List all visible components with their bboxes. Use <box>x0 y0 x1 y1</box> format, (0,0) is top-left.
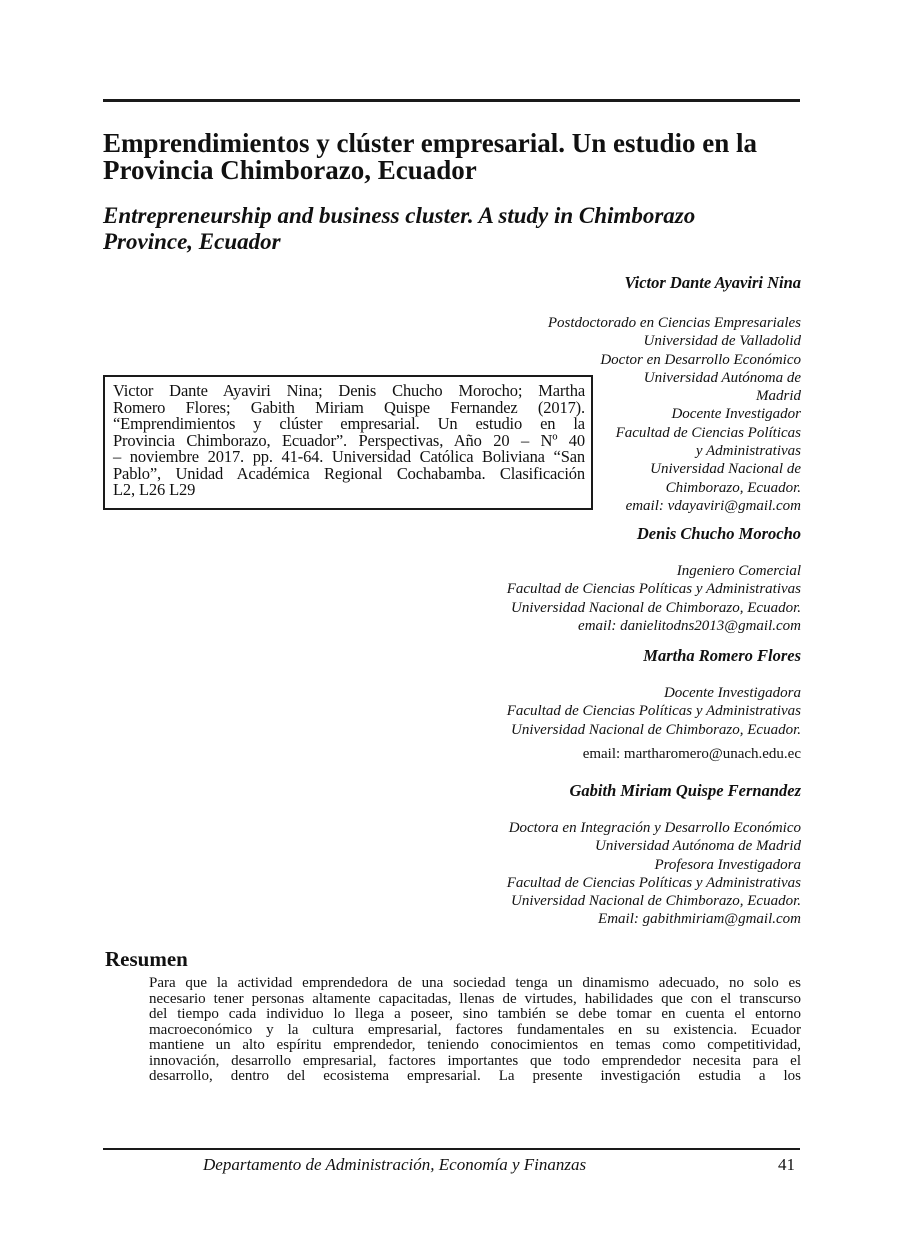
author-name-2: Denis Chucho Morocho <box>636 524 801 543</box>
abstract-line: macroeconómico y la cultura empresarial, factores fundamentales en su existencia. Ecuador <box>149 1021 801 1038</box>
abstract-line: mantiene un alto espíritu emprendedor, teniendo conocimientos en temas como competitividad, <box>149 1037 801 1053</box>
citation-line: L2, L26 L29 <box>113 480 196 499</box>
citation-box <box>103 375 593 510</box>
paper-title: Emprendimientos y clúster empresarial. Un estudio en la Provincia Chimborazo, Ecuador <box>103 128 757 185</box>
author-email-4: Email: gabithmiriam@gmail.com <box>598 911 801 928</box>
author-affiliation-4: Doctora en Integración y Desarrollo Económico Universidad Autónoma de Madrid Profesora Investigadora Facultad de Ciencias Políticas y Administrativas Universidad Nacional de Chimborazo, Ecuador. Email: gabithmiriam@gmail.com <box>506 820 801 928</box>
abstract-line: innovación, desarrollo empresarial, factores importantes que todo emprendedor necesita para el <box>149 1052 801 1069</box>
subtitle-line-1: Entrepreneurship and business cluster. A study in Chimborazo <box>103 203 696 228</box>
author-email-1: email: vdayaviri@gmail.com <box>625 497 801 514</box>
abstract-line: necesario tener personas altamente capacitadas, llenas de virtudes, habilidades que con el transcurso <box>149 990 801 1007</box>
author-name-4: Gabith Miriam Quispe Fernandez <box>569 781 801 800</box>
citation-line: Provincia Chimborazo, Ecuador”. Perspectivas, Año 20 – Nº 40 <box>113 430 585 450</box>
abstract-line: Para que la actividad emprendedora de una sociedad tenga un dinamismo adecuado, no solo es <box>149 975 801 991</box>
author-name-3: Martha Romero Flores <box>643 646 801 665</box>
abstract-heading: Resumen <box>105 947 188 971</box>
abstract-line: desarrollo, dentro del ecosistema empresarial. La presente investigación estudia a los <box>149 1068 801 1084</box>
citation-line: Victor Dante Ayaviri Nina; Denis Chucho Morocho; Martha <box>113 381 585 400</box>
top-rule <box>103 99 800 102</box>
author-name-1: Victor Dante Ayaviri Nina <box>624 273 801 292</box>
author-email-2: email: danielitodns2013@gmail.com <box>578 617 801 634</box>
footer-rule <box>103 1148 800 1150</box>
citation-line: “Emprendimientos y clúster empresarial. Un estudio en la <box>113 414 585 433</box>
footer-department: Departamento de Administración, Economía y Finanzas <box>203 1155 587 1174</box>
citation-line: Romero Flores; Gabith Miriam Quispe Fernandez (2017). <box>113 397 585 417</box>
paper-subtitle <box>103 203 801 255</box>
subtitle-line-2: Province, Ecuador <box>103 229 281 254</box>
abstract-line: del tiempo cada individuo lo llega a poseer, sino también se debe tomar en cuenta el entorno <box>149 1006 801 1022</box>
author-affiliation-1: Postdoctorado en Ciencias Empresariales Universidad de Valladolid Doctor en Desarrollo Económico Universidad Autónoma de Madrid Docente Investigador Facultad de Ciencias Políticas y Administrativas Universidad Nacional de Chimborazo, Ecuador. email: vdayaviri@gmail.com <box>547 315 801 514</box>
author-email-3: email: martharomero@unach.edu.ec <box>582 746 801 762</box>
abstract-text <box>149 976 801 1085</box>
citation-line: – noviembre 2017. pp. 41-64. Universidad Católica Boliviana “San <box>113 447 585 466</box>
citation-line: Pablo”, Unidad Académica Regional Cochabamba. Clasificación <box>113 463 585 483</box>
page-number: 41 <box>778 1155 795 1174</box>
author-affiliation-2: Ingeniero Comercial Facultad de Ciencias Políticas y Administrativas Universidad Nacional de Chimborazo, Ecuador. email: danielitodns2013@gmail.com <box>506 563 801 634</box>
author-affiliation-3: Docente Investigadora Facultad de Ciencias Políticas y Administrativas Universidad Nacional de Chimborazo, Ecuador. <box>506 685 801 738</box>
